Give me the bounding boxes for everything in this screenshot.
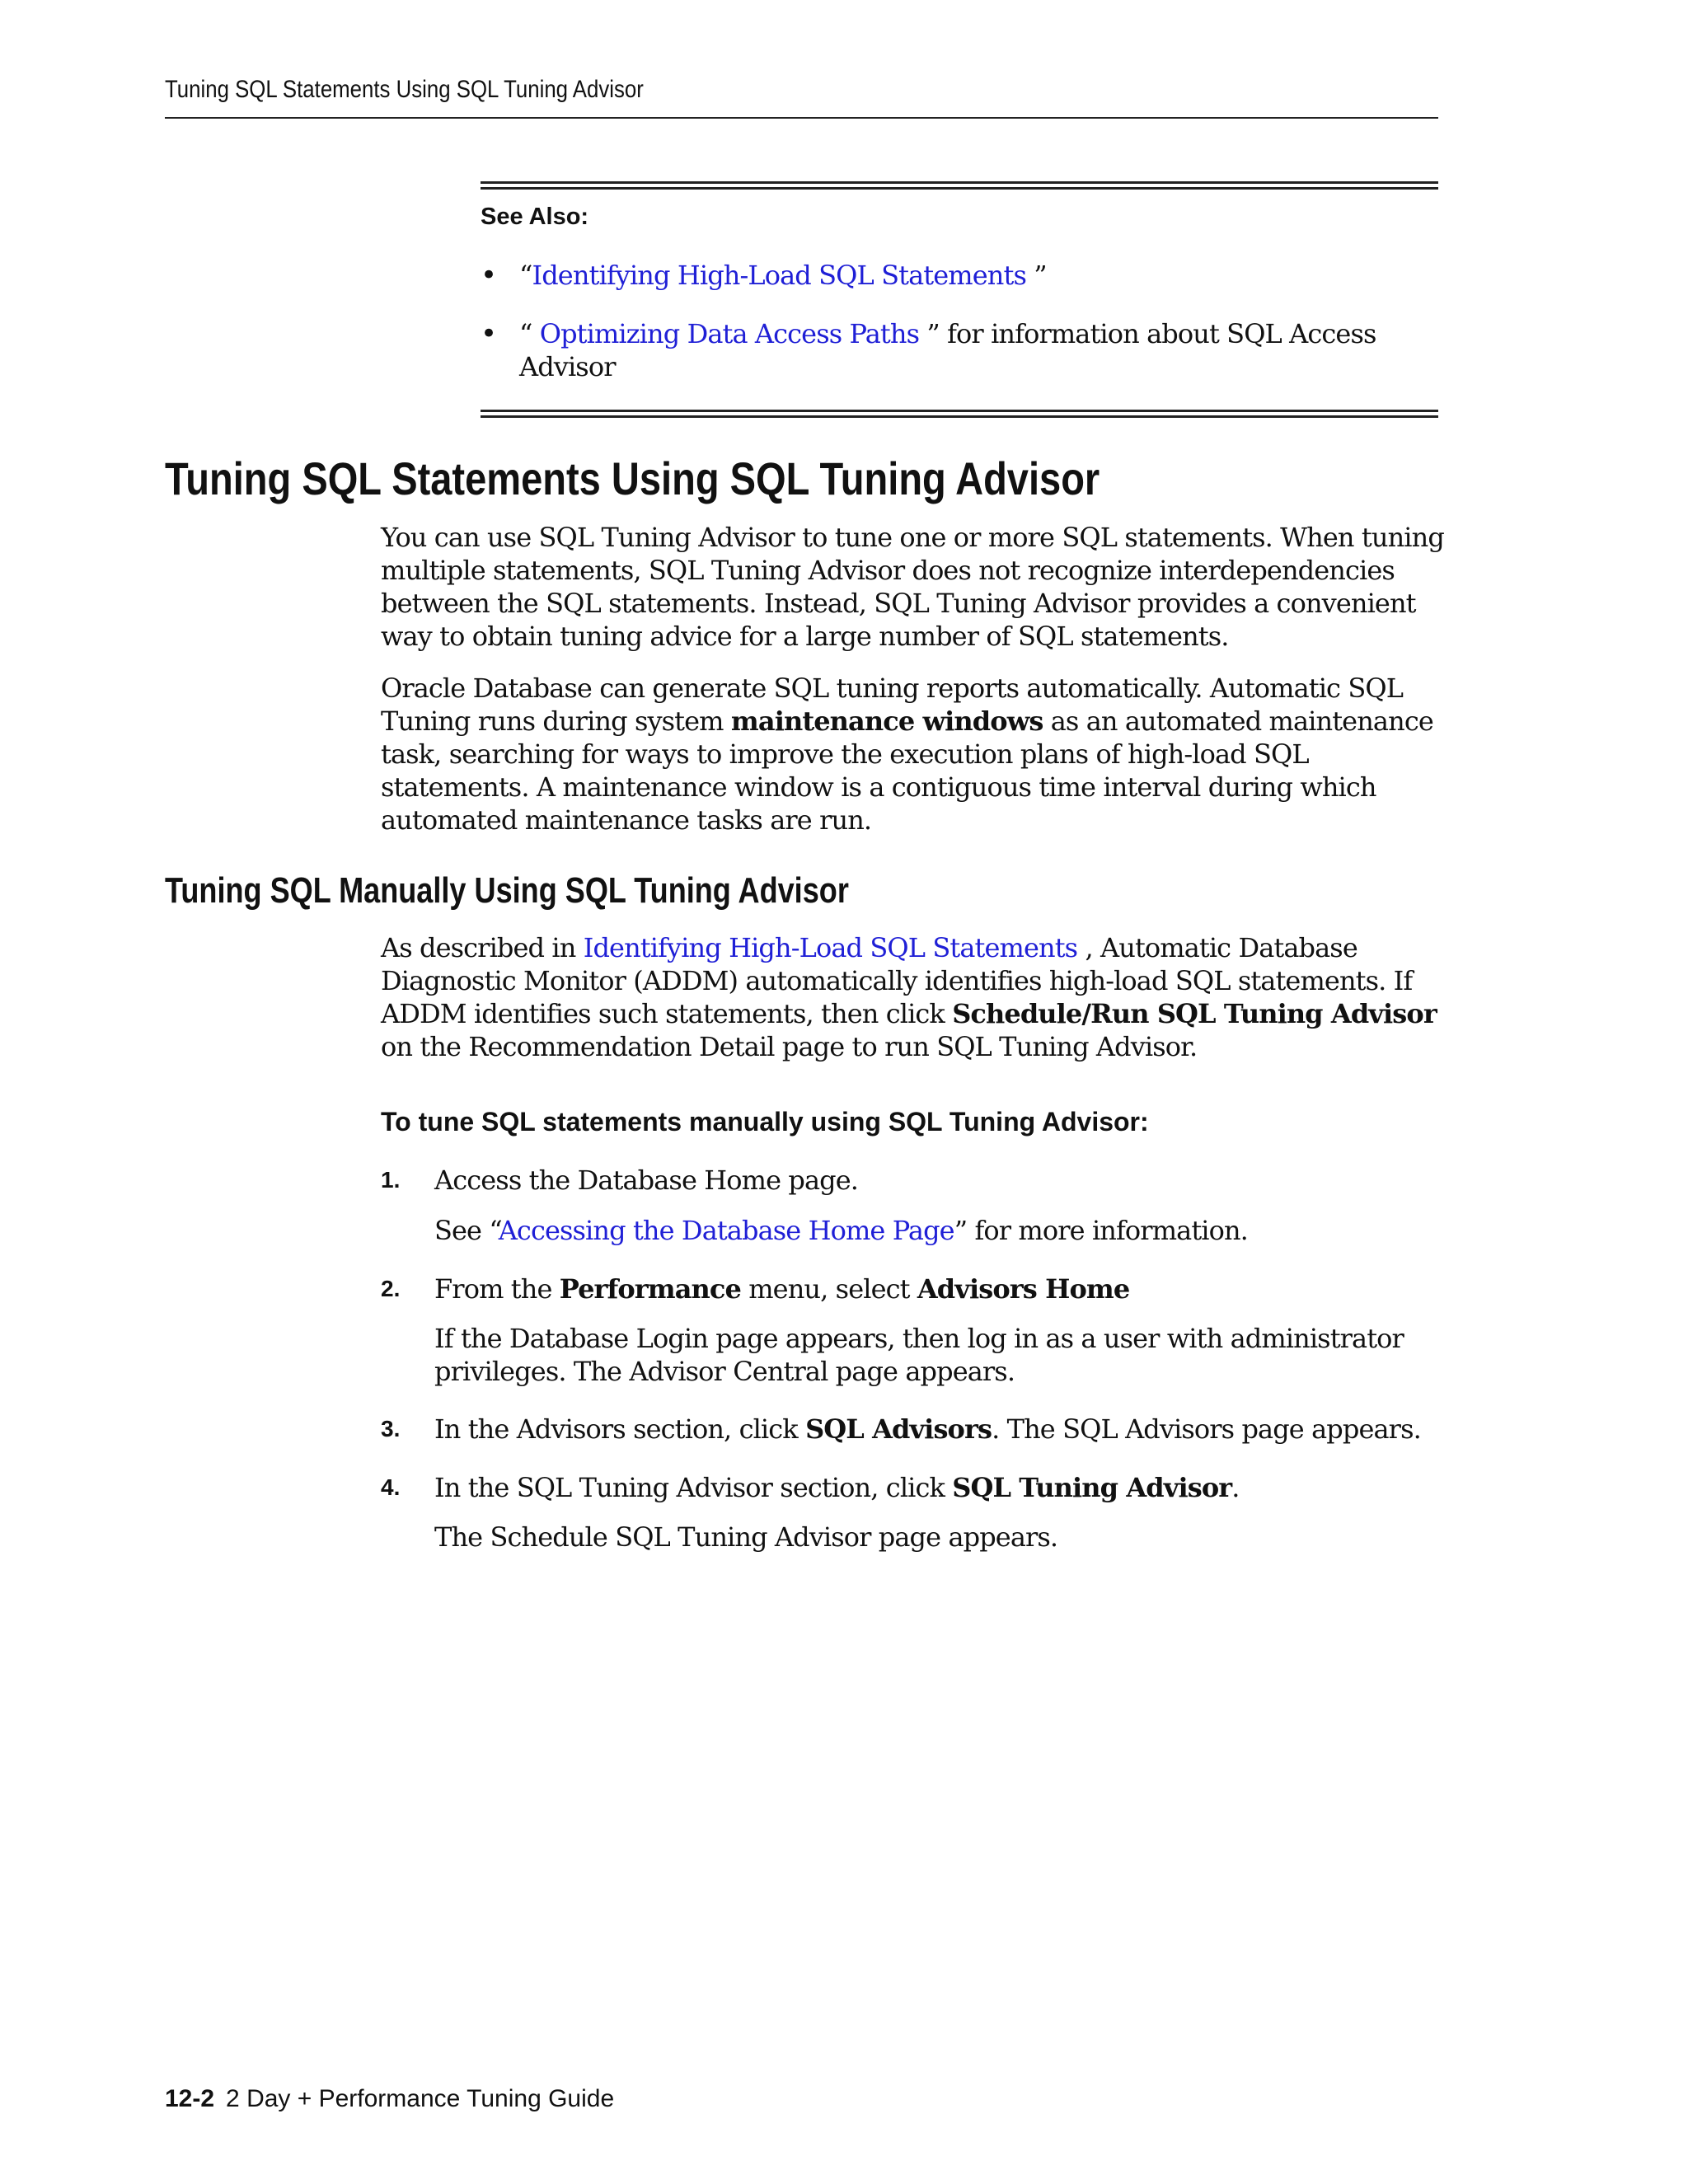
see-also-title: See Also: xyxy=(481,204,589,230)
ui-label-advisors-home: Advisors Home xyxy=(917,1273,1130,1305)
link-optimizing-data-access-paths[interactable]: Optimizing Data Access Paths xyxy=(539,318,920,349)
subsection-heading: Tuning SQL Manually Using SQL Tuning Advisor xyxy=(165,870,849,911)
step-1-number: 1. xyxy=(381,1167,401,1193)
see-also-top-rule xyxy=(481,181,1438,190)
section-paragraph-1: You can use SQL Tuning Advisor to tune one or more SQL statements. When tuning multiple statements, SQL Tuning Advisor does not recognize interdependencies between the SQL statements. Instead, SQL Tuning Advisor provides a convenient way to obtain tuning advice for a large number of SQL statements. xyxy=(381,522,1444,652)
step-1-text: Access the Database Home page. xyxy=(434,1165,859,1196)
subsection-paragraph: As described in Identifying High-Load SQL Statements , Automatic Database Diagnostic Monitor (ADDM) automatically identifies high-load SQL statements. If ADDM identifies such statements, then click Schedule/Run SQL Tuning Advisor on the Recommendation Detail page to run SQL Tuning Advisor. xyxy=(381,932,1437,1062)
running-header: Tuning SQL Statements Using SQL Tuning Advisor xyxy=(165,76,644,103)
link-accessing-database-home-page[interactable]: Accessing the Database Home Page xyxy=(498,1215,954,1246)
term-maintenance-windows: maintenance windows xyxy=(730,705,1043,737)
see-also-bullet-1: • xyxy=(481,259,498,292)
step-2-text: From the Performance menu, select Advisors Home xyxy=(434,1273,1130,1305)
see-also-bullet-2: • xyxy=(481,317,498,350)
step-4-text: In the SQL Tuning Advisor section, click SQL Tuning Advisor. xyxy=(434,1472,1240,1503)
see-also-item-2: “ Optimizing Data Access Paths ” for information about SQL Access Advisor xyxy=(519,318,1376,382)
step-4-number: 4. xyxy=(381,1474,401,1500)
book-title: 2 Day + Performance Tuning Guide xyxy=(226,2085,615,2112)
page-footer xyxy=(165,2085,614,2113)
step-2-number: 2. xyxy=(381,1276,401,1301)
page-number: 12-2 xyxy=(165,2085,215,2112)
step-1-note: See “Accessing the Database Home Page” for more information. xyxy=(434,1215,1248,1246)
see-also-item-1: “Identifying High-Load SQL Statements ” xyxy=(519,260,1047,291)
procedure-heading: To tune SQL statements manually using SQL Tuning Advisor: xyxy=(381,1107,1149,1137)
ui-label-performance: Performance xyxy=(559,1273,741,1305)
ui-label-schedule-run: Schedule/Run SQL Tuning Advisor xyxy=(952,998,1437,1029)
step-3-number: 3. xyxy=(381,1416,401,1441)
step-3-text: In the Advisors section, click SQL Advisors. The SQL Advisors page appears. xyxy=(434,1413,1421,1445)
step-4-note: The Schedule SQL Tuning Advisor page appears. xyxy=(434,1521,1058,1553)
step-2-note: If the Database Login page appears, then log in as a user with administrator privileges. The Advisor Central page appears. xyxy=(434,1323,1404,1387)
ui-label-sql-tuning-advisor: SQL Tuning Advisor xyxy=(952,1472,1232,1503)
link-identifying-high-load-sql[interactable]: Identifying High-Load SQL Statements xyxy=(532,260,1026,291)
see-also-bottom-rule xyxy=(481,410,1438,418)
link-identifying-high-load-sql-inline[interactable]: Identifying High-Load SQL Statements xyxy=(583,932,1078,963)
section-heading: Tuning SQL Statements Using SQL Tuning Advisor xyxy=(165,452,1100,504)
header-rule xyxy=(165,117,1438,119)
section-paragraph-2: Oracle Database can generate SQL tuning reports automatically. Automatic SQL Tuning runs during system maintenance windows as an automated maintenance task, searching for ways to improve the execution plans of high-load SQL statements. A maintenance window is a contiguous time interval during which automated maintenance tasks are run. xyxy=(381,673,1433,836)
ui-label-sql-advisors: SQL Advisors xyxy=(805,1413,992,1445)
